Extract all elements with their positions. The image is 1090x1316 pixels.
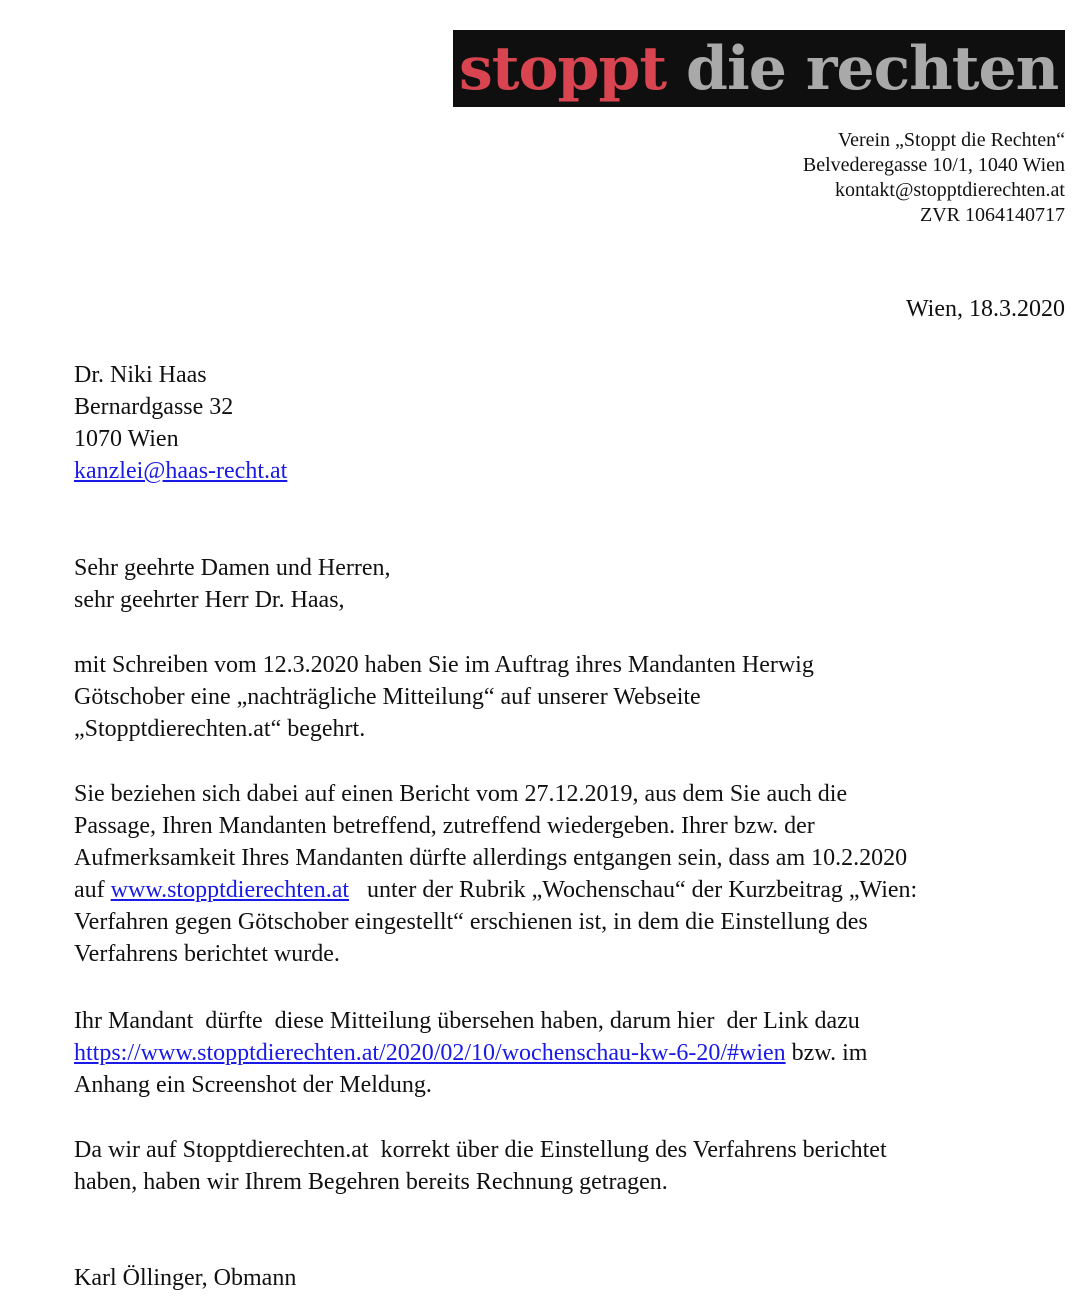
paragraph-2-line-2: Passage, Ihren Mandanten betreffend, zutreffend wiedergeben. Ihrer bzw. der <box>74 813 815 839</box>
paragraph-2-line-6: Verfahrens berichtet wurde. <box>74 941 340 967</box>
logo-word-stoppt: stoppt <box>459 33 667 104</box>
paragraph-2-line-3: Aufmerksamkeit Ihres Mandanten dürfte allerdings entgangen sein, dass am 10.2.2020 <box>74 845 908 871</box>
article-link[interactable]: https://www.stopptdierechten.at/2020/02/10/wochenschau-kw-6-20/#wien <box>74 1040 786 1066</box>
salutation-line-2: sehr geehrter Herr Dr. Haas, <box>74 587 345 613</box>
paragraph-2 <box>74 778 1064 970</box>
recipient-address <box>74 359 1064 487</box>
paragraph-3-line-3: Anhang ein Screenshot der Meldung. <box>74 1072 432 1098</box>
logo-words-die-rechten: die rechten <box>686 33 1059 104</box>
paragraph-4 <box>74 1134 1064 1198</box>
paragraph-3-line-2 <box>74 1037 1064 1069</box>
paragraph-1 <box>74 649 1064 745</box>
paragraph-3-line-2-suffix: bzw. im <box>785 1040 868 1066</box>
recipient-city: 1070 Wien <box>74 426 179 452</box>
paragraph-1-line-1: mit Schreiben vom 12.3.2020 haben Sie im Auftrag ihres Mandanten Herwig <box>74 652 814 678</box>
paragraph-2-line-5: Verfahren gegen Götschober eingestellt“ erschienen ist, in dem die Einstellung des <box>74 909 868 935</box>
salutation <box>74 552 1064 616</box>
salutation-line-1: Sehr geehrte Damen und Herren, <box>74 555 391 581</box>
signature: Karl Öllinger, Obmann <box>74 1265 297 1291</box>
paragraph-2-line-4 <box>74 874 1064 906</box>
paragraph-1-line-2: Götschober eine „nachträgliche Mitteilung“ auf unserer Webseite <box>74 684 701 710</box>
recipient-street: Bernardgasse 32 <box>74 394 234 420</box>
paragraph-3-line-1: Ihr Mandant dürfte diese Mitteilung übersehen haben, darum hier der Link dazu <box>74 1008 860 1034</box>
paragraph-2-line-4-prefix: auf <box>74 877 111 903</box>
sender-name: Verein „Stoppt die Rechten“ <box>837 129 1065 151</box>
paragraph-4-line-2: haben, haben wir Ihrem Begehren bereits Rechnung getragen. <box>74 1169 668 1195</box>
logo-space <box>666 34 686 104</box>
sender-email: kontakt@stopptdierechten.at <box>834 179 1065 201</box>
sender-zvr: ZVR 1064140717 <box>920 204 1065 226</box>
recipient-email-link[interactable]: kanzlei@haas-recht.at <box>74 458 288 484</box>
sender-address <box>803 128 1065 228</box>
recipient-name: Dr. Niki Haas <box>74 362 207 388</box>
paragraph-2-line-4-suffix: unter der Rubrik „Wochenschau“ der Kurzbeitrag „Wien: <box>349 877 918 903</box>
paragraph-1-line-3: „Stopptdierechten.at“ begehrt. <box>74 716 366 742</box>
logo <box>453 30 1065 107</box>
paragraph-2-line-1: Sie beziehen sich dabei auf einen Bericht vom 27.12.2019, aus dem Sie auch die <box>74 781 848 807</box>
sender-street: Belvederegasse 10/1, 1040 Wien <box>802 154 1065 176</box>
letter-date: Wien, 18.3.2020 <box>905 296 1065 322</box>
website-link[interactable]: www.stopptdierechten.at <box>110 877 350 903</box>
paragraph-4-line-1: Da wir auf Stopptdierechten.at korrekt über die Einstellung des Verfahrens berichtet <box>74 1137 887 1163</box>
paragraph-3 <box>74 1005 1064 1101</box>
